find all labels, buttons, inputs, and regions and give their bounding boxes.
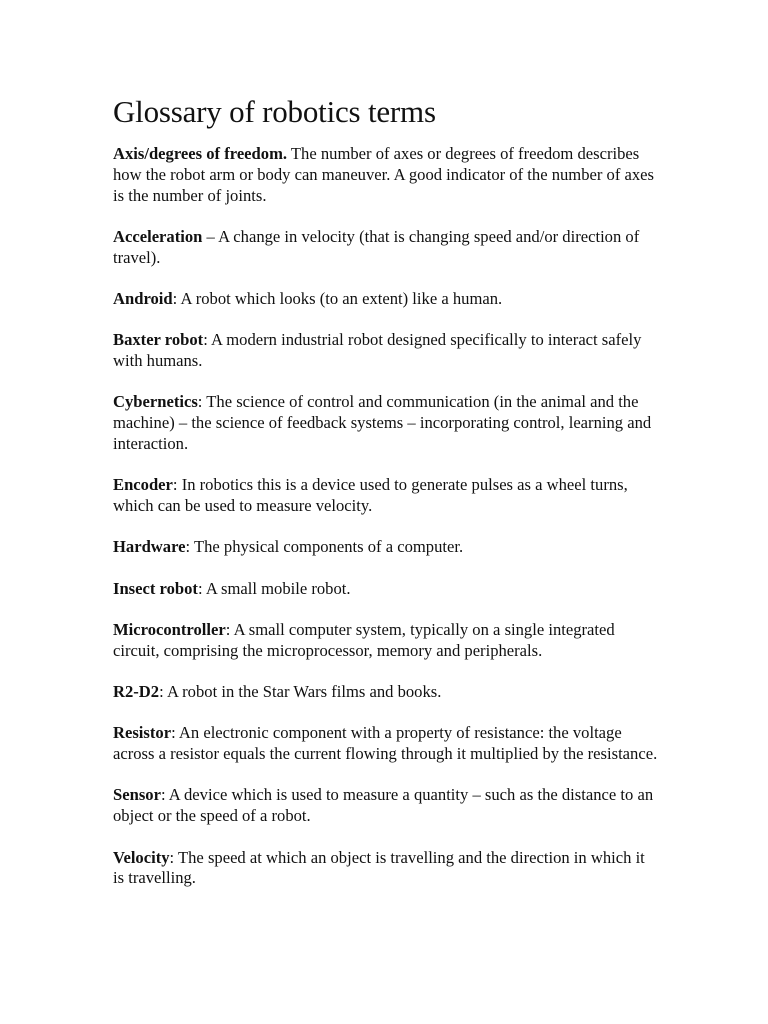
page-title: Glossary of robotics terms bbox=[113, 94, 436, 129]
glossary-definition: A device which is used to measure a quantity – such as the distance to an object or the speed of a robot. bbox=[113, 785, 654, 826]
glossary-definition: An electronic component with a property of resistance: the voltage across a resistor equals the current flowing through it multiplied by the resistance. bbox=[113, 723, 658, 764]
glossary-entry-android bbox=[113, 289, 658, 310]
glossary-entry-velocity bbox=[113, 848, 658, 890]
glossary-definition: In robotics this is a device used to generate pulses as a wheel turns, which can be used to measure velocity. bbox=[113, 475, 628, 516]
glossary-definition: The number of axes or degrees of freedom describes how the robot arm or body can maneuver. A good indicator of the number of axes is the number of joints. bbox=[113, 144, 654, 205]
glossary-entry-encoder bbox=[113, 475, 658, 517]
glossary-definition: A robot in the Star Wars films and books. bbox=[166, 682, 442, 702]
term-separator: : bbox=[160, 785, 169, 805]
term-separator: : bbox=[171, 723, 179, 743]
term-separator: : bbox=[172, 475, 182, 495]
term-separator: : bbox=[172, 288, 181, 308]
glossary-entry-cybernetics bbox=[113, 392, 658, 454]
glossary-definition: The science of control and communication (in the animal and the machine) – the science of feedback systems – incorporating control, learning and interaction. bbox=[113, 392, 652, 453]
glossary-definition: A change in velocity (that is changing speed and/or direction of travel). bbox=[113, 226, 640, 267]
glossary-entry-insect-robot bbox=[113, 579, 658, 600]
glossary-entry-acceleration bbox=[113, 227, 658, 269]
glossary-entry-r2-d2 bbox=[113, 682, 658, 703]
term-separator: : bbox=[225, 619, 234, 639]
glossary-entry-baxter-robot bbox=[113, 330, 658, 372]
glossary-term: Sensor bbox=[113, 785, 161, 805]
term-separator: : bbox=[159, 682, 167, 702]
glossary-entry-microcontroller bbox=[113, 620, 658, 662]
term-separator: – bbox=[202, 226, 219, 246]
glossary-definition: The speed at which an object is travelling and the direction in which it is travelling. bbox=[113, 847, 645, 888]
term-separator: : bbox=[197, 578, 206, 598]
glossary-term: Resistor bbox=[113, 723, 172, 743]
glossary-term: Microcontroller bbox=[113, 619, 226, 639]
glossary-definition: A robot which looks (to an extent) like a human. bbox=[180, 288, 503, 308]
glossary-term: Encoder bbox=[113, 475, 173, 495]
glossary-term: Acceleration bbox=[113, 226, 203, 246]
glossary-entry-resistor bbox=[113, 723, 658, 765]
glossary-term: Android bbox=[113, 288, 173, 308]
glossary-definition: A modern industrial robot designed specifically to interact safely with humans. bbox=[113, 330, 642, 371]
glossary-term: Hardware bbox=[113, 537, 186, 557]
glossary-definition: A small computer system, typically on a single integrated circuit, comprising the microprocessor, memory and peripherals. bbox=[113, 619, 615, 660]
glossary-entry-axis bbox=[113, 144, 658, 206]
glossary-entry-sensor bbox=[113, 785, 658, 827]
glossary-entry-hardware bbox=[113, 537, 658, 558]
glossary-term: Velocity bbox=[113, 847, 170, 867]
document-page bbox=[113, 92, 658, 910]
glossary-term: Axis/degrees of freedom. bbox=[113, 144, 288, 163]
term-separator: : bbox=[169, 847, 178, 867]
glossary-definition: The physical components of a computer. bbox=[193, 537, 464, 557]
term-separator: : bbox=[185, 537, 194, 557]
glossary-term: Baxter robot bbox=[113, 330, 204, 350]
glossary-term: Cybernetics bbox=[113, 392, 198, 412]
term-separator: : bbox=[197, 392, 207, 412]
glossary-term: R2-D2 bbox=[113, 682, 160, 702]
glossary-definition: A small mobile robot. bbox=[205, 578, 351, 598]
term-separator: : bbox=[203, 330, 212, 350]
glossary-term: Insect robot bbox=[113, 578, 198, 598]
